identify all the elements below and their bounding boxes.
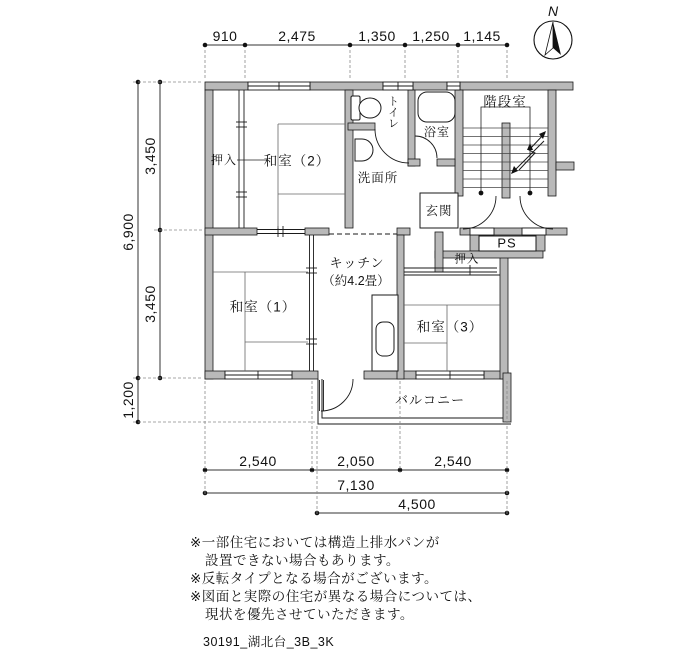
room-label-stairwell: 階段室 bbox=[483, 94, 527, 110]
window-washitsu3-bottom bbox=[416, 371, 484, 379]
note-line-5: 現状を優先させていただきます。 bbox=[205, 607, 414, 622]
window-washitsu2-top bbox=[248, 82, 310, 90]
dim-left-lower: 3,450 bbox=[142, 285, 158, 323]
bathtub bbox=[418, 92, 455, 122]
dim-left-upper: 3,450 bbox=[142, 137, 158, 175]
dim-bottom-total: 7,130 bbox=[337, 477, 375, 493]
balcony-door-arc bbox=[321, 379, 353, 411]
toilet-door-arc bbox=[375, 129, 409, 163]
room-label-kitchen-size: （約4.2畳） bbox=[322, 273, 390, 288]
note-line-3: ※反転タイプとなる場合がございます。 bbox=[190, 571, 439, 586]
note-line-2: 設置できない場合もあります。 bbox=[205, 553, 400, 568]
room-label-genkan: 玄関 bbox=[425, 203, 453, 218]
room-label-toilet: トイレ bbox=[386, 95, 399, 129]
room-label-washitsu2: 和室（2） bbox=[263, 153, 331, 169]
dim-top-2475: 2,475 bbox=[278, 28, 316, 44]
bath-door-arc bbox=[415, 136, 437, 158]
stair-break-symbol bbox=[511, 131, 546, 174]
room-label-washroom: 洗面所 bbox=[357, 170, 399, 185]
room-label-kitchen: キッチン bbox=[329, 255, 385, 271]
dim-bottom-balcony: 4,500 bbox=[398, 496, 436, 512]
washbasin bbox=[355, 139, 373, 161]
room-label-bath: 浴室 bbox=[423, 125, 451, 139]
note-line-1: ※一部住宅においては構造上排水パンが bbox=[190, 535, 440, 550]
dim-bottom-2540a: 2,540 bbox=[239, 453, 277, 469]
entrance-door-left-arc bbox=[463, 196, 496, 229]
room-label-washitsu1: 和室（1） bbox=[229, 299, 297, 315]
room-label-oshiire-right: 押入 bbox=[454, 253, 480, 266]
entrance-door-right-arc bbox=[520, 196, 553, 229]
dim-bottom-2540b: 2,540 bbox=[434, 453, 472, 469]
window-toilet-top bbox=[383, 82, 413, 90]
dim-left-total: 6,900 bbox=[120, 213, 136, 251]
dim-top-910: 910 bbox=[212, 28, 238, 44]
north-label: N bbox=[547, 3, 559, 19]
room-label-oshiire-left: 押入 bbox=[210, 153, 238, 167]
toilet-bowl bbox=[359, 98, 381, 118]
window-washitsu1-bottom bbox=[225, 371, 292, 379]
north-compass bbox=[534, 21, 572, 59]
kitchen-sink bbox=[376, 322, 394, 356]
dim-bottom-2050: 2,050 bbox=[337, 453, 375, 469]
dim-top-1250: 1,250 bbox=[412, 28, 450, 44]
room-label-balcony: バルコニー bbox=[394, 392, 466, 408]
window-bath-top bbox=[447, 82, 460, 90]
dim-top-1145: 1,145 bbox=[463, 28, 501, 44]
plan-id: 30191_湖北台_3B_3K bbox=[203, 635, 335, 649]
dim-top-1350: 1,350 bbox=[358, 28, 396, 44]
dim-left-balcony: 1,200 bbox=[120, 381, 136, 419]
room-label-ps: PS bbox=[497, 235, 517, 251]
room-label-washitsu3: 和室（3） bbox=[416, 319, 484, 335]
note-line-4: ※図面と実際の住宅が異なる場合については、 bbox=[190, 589, 482, 604]
